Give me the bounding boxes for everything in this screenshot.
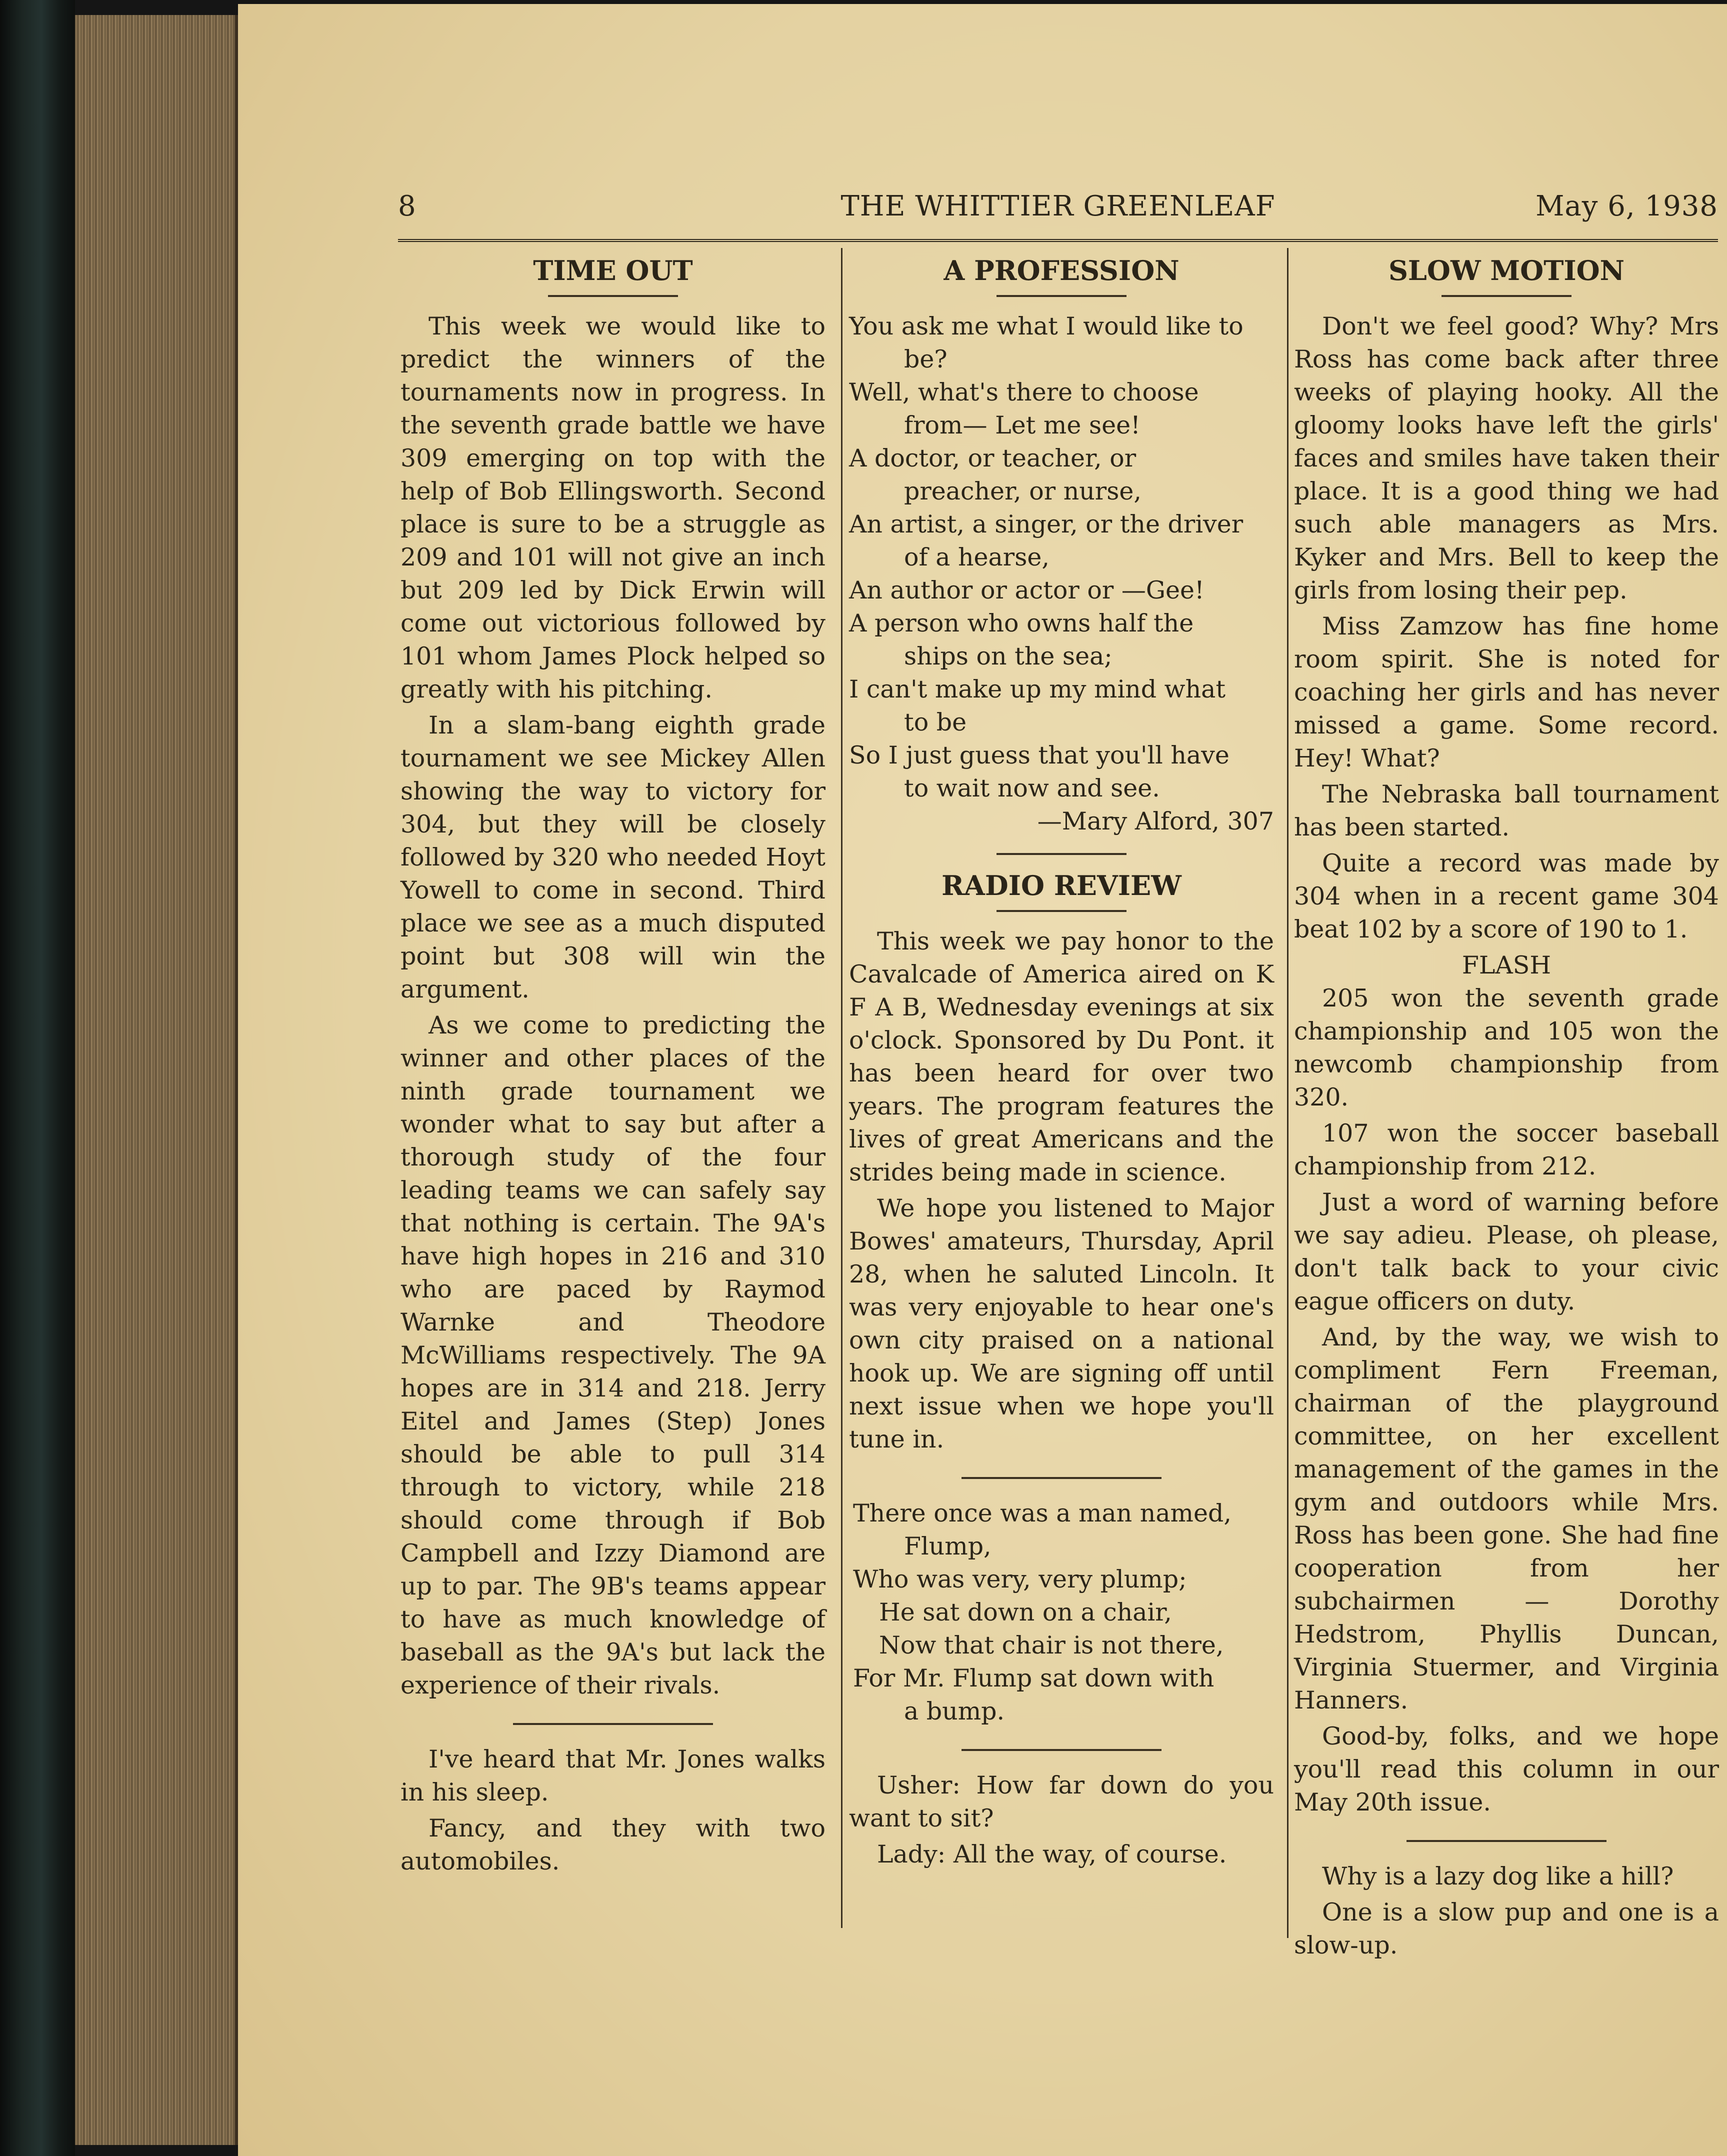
article-paragraph: As we come to predicting the winner and other places of the ninth grade tournament we wonder what to say but after a thorough study of the four leading teams we can safely say that nothing is certain. The 9A's have high hopes in 216 and 310 who are paced by Raymod Warnke and Theodore McWilliams respectively. The 9A hopes are in 314 and 218. Jerry Eitel and James (Step) Jones should be able to pull 314 through to victory, while 218 should come through if Bob Campbell and Izzy Diamond are up to par. The 9B's teams appear to have as much knowledge of baseball as the 9A's but lack the experience of their rivals.	[400, 1011, 826, 1700]
headline-slow-motion: SLOW MOTION	[1388, 254, 1625, 286]
joke-line: Lady: All the way, of course.	[877, 1840, 1227, 1868]
poem-line: A doctor, or teacher, or	[849, 444, 1136, 472]
joke-line: Why is a lazy dog like a hill?	[1322, 1862, 1674, 1890]
headline-rule	[1442, 295, 1572, 297]
article-paragraph: Don't we feel good? Why? Mrs Ross has come back after three weeks of playing hooky. All the gloomy looks have left the girls' faces and smiles have taken their place. It is a good thing we had such able managers as Mrs. Kyker and Mrs. Bell to keep the girls from losing their pep.	[1294, 312, 1719, 604]
page-edges	[75, 15, 238, 2145]
headline-radio-review: RADIO REVIEW	[942, 870, 1182, 902]
limerick-line: For Mr. Flump sat down with	[853, 1664, 1214, 1692]
headline-time-out: TIME OUT	[533, 254, 693, 286]
newspaper-page	[238, 4, 1727, 2156]
column-profession	[849, 253, 1274, 1874]
poem-line: So I just guess that you'll have	[849, 741, 1230, 770]
limerick-line: Who was very, very plump;	[853, 1565, 1187, 1594]
book-spine	[0, 0, 75, 2156]
headline-rule	[996, 295, 1126, 297]
column-time-out	[400, 253, 826, 1881]
article-paragraph: We hope you listened to Major Bowes' amateurs, Thursday, April 28, when he saluted Lincoln. It was very enjoyable to hear one's own city praised on a national hook up. We are signing off until next issue when we hope you'll tune in.	[849, 1194, 1274, 1454]
article-paragraph: The Nebraska ball tournament has been started.	[1294, 780, 1719, 842]
poem-line: I can't make up my mind what	[849, 675, 1226, 704]
section-rule	[513, 1723, 713, 1725]
headline-rule	[996, 910, 1126, 912]
article-paragraph: Good-by, folks, and we hope you'll read this column in our May 20th issue.	[1294, 1722, 1719, 1816]
limerick-line: Flump,	[904, 1532, 992, 1560]
joke-line: One is a slow pup and one is a slow-up.	[1294, 1898, 1719, 1960]
flash-label: FLASH	[1462, 951, 1552, 980]
poem-line: An artist, a singer, or the driver	[849, 510, 1244, 538]
limerick-line: He sat down on a chair,	[879, 1598, 1172, 1626]
poem-line: ships on the sea;	[904, 642, 1112, 670]
article-paragraph: Miss Zamzow has fine home room spirit. She is noted for coaching her girls and has never missed a game. Some record. Hey! What?	[1294, 612, 1719, 772]
issue-date: May 6, 1938	[1536, 190, 1718, 222]
poem-line: to be	[904, 708, 967, 736]
poem-signature: —Mary Alford, 307	[1037, 807, 1274, 836]
poem-line: from— Let me see!	[904, 411, 1140, 440]
joke-line: Usher: How far down do you want to sit?	[849, 1771, 1274, 1832]
article-paragraph: And, by the way, we wish to compliment Fern Freeman, chairman of the playground committee, on her excellent management of the games in the gym and outdoors while Mrs. Ross has been gone. She had fine cooperation from her subchairmen — Dorothy Hedstrom, Phyllis Duncan, Virginia Stuermer, and Virginia Hanners.	[1294, 1323, 1719, 1714]
poem-line: of a hearse,	[904, 543, 1050, 572]
joke-line: I've heard that Mr. Jones walks in his sleep.	[400, 1745, 826, 1806]
poem-line: preacher, or nurse,	[904, 477, 1142, 506]
article-paragraph: Quite a record was made by 304 when in a recent game 304 beat 102 by a score of 190 to 1.	[1294, 849, 1719, 944]
poem	[849, 310, 1274, 805]
joke-line: Fancy, and they with two automobiles.	[400, 1814, 826, 1876]
limerick	[849, 1497, 1274, 1728]
page-header	[398, 190, 1718, 230]
page-number: 8	[398, 190, 416, 222]
section-rule	[962, 1477, 1162, 1479]
poem-line: A person who owns half the	[849, 609, 1194, 638]
article-paragraph: Just a word of warning before we say adieu. Please, oh please, don't talk back to your civic eague officers on duty.	[1294, 1188, 1719, 1316]
poem-line: Well, what's there to choose	[849, 378, 1199, 406]
header-rule	[398, 239, 1718, 242]
article-paragraph: In a slam-bang eighth grade tournament we see Mickey Allen showing the way to victory for 304, but they will be closely followed by 320 who needed Hoyt Yowell to come in second. Third place we see as a much disputed point but 308 will win the argument.	[400, 711, 826, 1004]
poem-line: An author or actor or —Gee!	[849, 576, 1204, 604]
column-divider	[841, 248, 842, 1928]
article-paragraph: This week we pay honor to the Cavalcade of America aired on K F A B, Wednesday evenings at six o'clock. Sponsored by Du Pont. it has been heard for over two years. The program features the lives of great Americans and the strides being made in science.	[849, 927, 1274, 1186]
article-paragraph: This week we would like to predict the winners of the tournaments now in progress. In the seventh grade battle we have 309 emerging on top with the help of Bob Ellingsworth. Second place is sure to be a struggle as 209 and 101 will not give an inch but 209 led by Dick Erwin will come out victorious followed by 101 whom James Plock helped so greatly with his pitching.	[400, 312, 826, 704]
poem-line: be?	[904, 345, 948, 374]
newspaper-title: THE WHITTIER GREENLEAF	[840, 190, 1276, 222]
limerick-line: There once was a man named,	[853, 1499, 1232, 1528]
limerick-line: a bump.	[904, 1697, 1005, 1726]
column-divider	[1287, 248, 1288, 1938]
section-rule	[962, 1749, 1162, 1751]
headline-a-profession: A PROFESSION	[944, 254, 1180, 286]
limerick-line: Now that chair is not there,	[879, 1631, 1224, 1660]
column-slow-motion	[1294, 253, 1719, 1965]
headline-rule	[548, 295, 678, 297]
section-rule	[1406, 1840, 1606, 1842]
article-paragraph: 107 won the soccer baseball championship from 212.	[1294, 1119, 1719, 1180]
section-rule	[996, 853, 1126, 855]
poem-line: to wait now and see.	[904, 774, 1160, 802]
article-paragraph: 205 won the seventh grade championship and 105 won the newcomb championship from 320.	[1294, 984, 1719, 1112]
poem-line: You ask me what I would like to	[849, 312, 1244, 340]
